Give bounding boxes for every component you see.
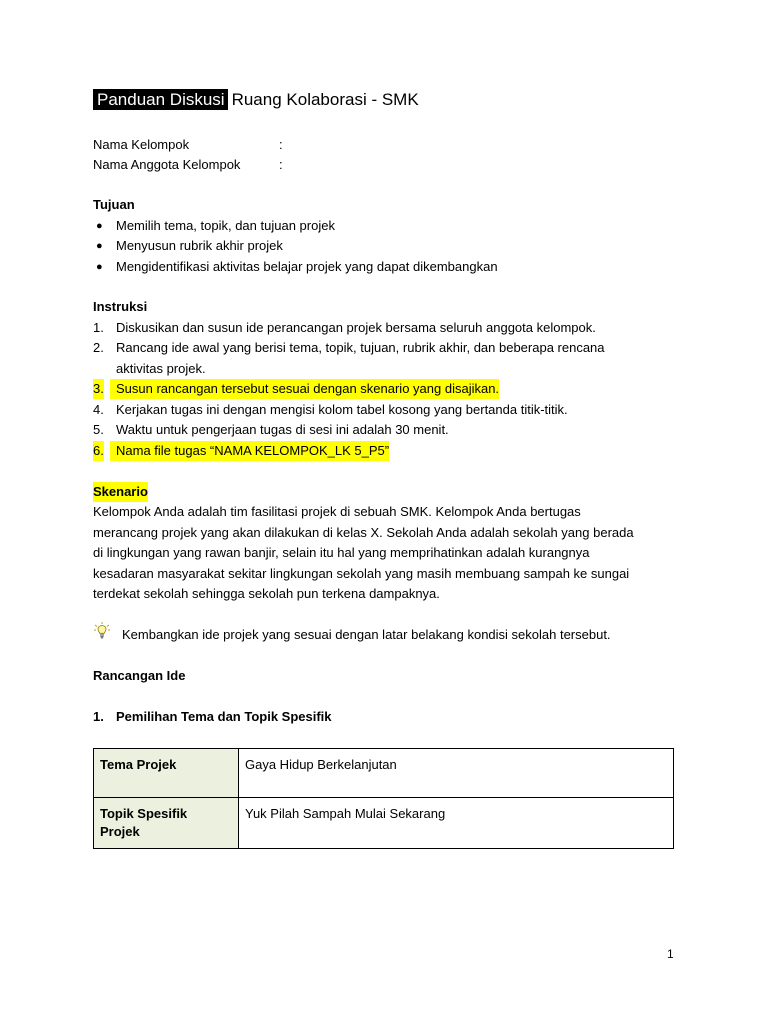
instruksi-item: Kerjakan tugas ini dengan mengisi kolom tabel kosong yang bertanda titik-titik. [116,402,568,417]
instruksi-item-continued: aktivitas projek. [116,361,206,376]
tip-text: Kembangkan ide projek yang sesuai dengan latar belakang kondisi sekolah tersebut. [122,627,611,642]
page-number: 1 [667,947,674,961]
paragraph-line: di lingkungan yang rawan banjir, selain itu hal yang memprihatinkan adalah kurangnya [93,545,590,560]
title-badge: Panduan Diskusi [93,89,228,110]
field-colon: : [279,157,283,172]
instruksi-item-highlighted: Susun rancangan tersebut sesuai dengan skenario yang disajikan. [110,379,499,399]
bullet-icon: ● [96,240,103,252]
field-label-nama-anggota: Nama Anggota Kelompok [93,157,241,172]
list-number: 2. [93,340,104,355]
table-label-cell [94,749,239,798]
skenario-heading: Skenario [93,482,148,502]
instruksi-item: Rancang ide awal yang berisi tema, topik, tujuan, rubrik akhir, dan beberapa rencana [116,340,605,355]
table-label: Tema Projek [100,757,177,772]
field-colon: : [279,137,283,152]
table-value: Gaya Hidup Berkelanjutan [245,757,397,772]
section-title: Pemilihan Tema dan Topik Spesifik [116,709,332,724]
tujuan-item: Menyusun rubrik akhir projek [116,238,283,253]
paragraph-line: terdekat sekolah sehingga sekolah pun terkena dampaknya. [93,586,440,601]
bullet-icon: ● [96,220,103,232]
table-value: Yuk Pilah Sampah Mulai Sekarang [245,806,446,821]
document-title [93,89,419,111]
paragraph-line: Kelompok Anda adalah tim fasilitasi projek di sebuah SMK. Kelompok Anda bertugas [93,504,581,519]
field-label-nama-kelompok: Nama Kelompok [93,137,190,152]
skenario-paragraph [93,502,683,605]
bullet-icon: ● [96,261,103,273]
table-value-cell[interactable] [239,798,674,849]
list-number: 6. [93,441,104,461]
table-row [94,798,674,849]
tujuan-item: Mengidentifikasi aktivitas belajar projek yang dapat dikembangkan [116,259,498,274]
tema-topik-table [93,748,674,849]
tujuan-item: Memilih tema, topik, dan tujuan projek [116,218,335,233]
tujuan-heading: Tujuan [93,197,135,212]
list-number: 3. [93,379,104,399]
table-label: Topik Spesifik [100,806,188,821]
list-number: 5. [93,422,104,437]
rancangan-heading: Rancangan Ide [93,668,186,683]
paragraph-line: kesadaran masyarakat sekitar lingkungan sekolah yang masih membuang sampah ke sungai [93,565,630,581]
instruksi-item: Waktu untuk pengerjaan tugas di sesi ini adalah 30 menit. [116,422,449,437]
instruksi-heading: Instruksi [93,299,148,314]
instruksi-item: Diskusikan dan susun ide perancangan projek bersama seluruh anggota kelompok. [116,320,596,335]
list-number: 1. [93,320,104,335]
lightbulb-icon [94,622,110,640]
list-number: 4. [93,402,104,417]
paragraph-line: merancang projek yang akan dilakukan di kelas X. Sekolah Anda adalah sekolah yang berada [93,524,634,540]
table-value-cell[interactable] [239,749,674,798]
table-row [94,749,674,798]
instruksi-item-highlighted: Nama file tugas “NAMA KELOMPOK_LK 5_P5” [110,441,389,461]
section-number: 1. [93,709,104,724]
table-label-cell [94,798,239,849]
table-label: Projek [100,824,140,839]
title-text: Ruang Kolaborasi - SMK [231,90,419,109]
